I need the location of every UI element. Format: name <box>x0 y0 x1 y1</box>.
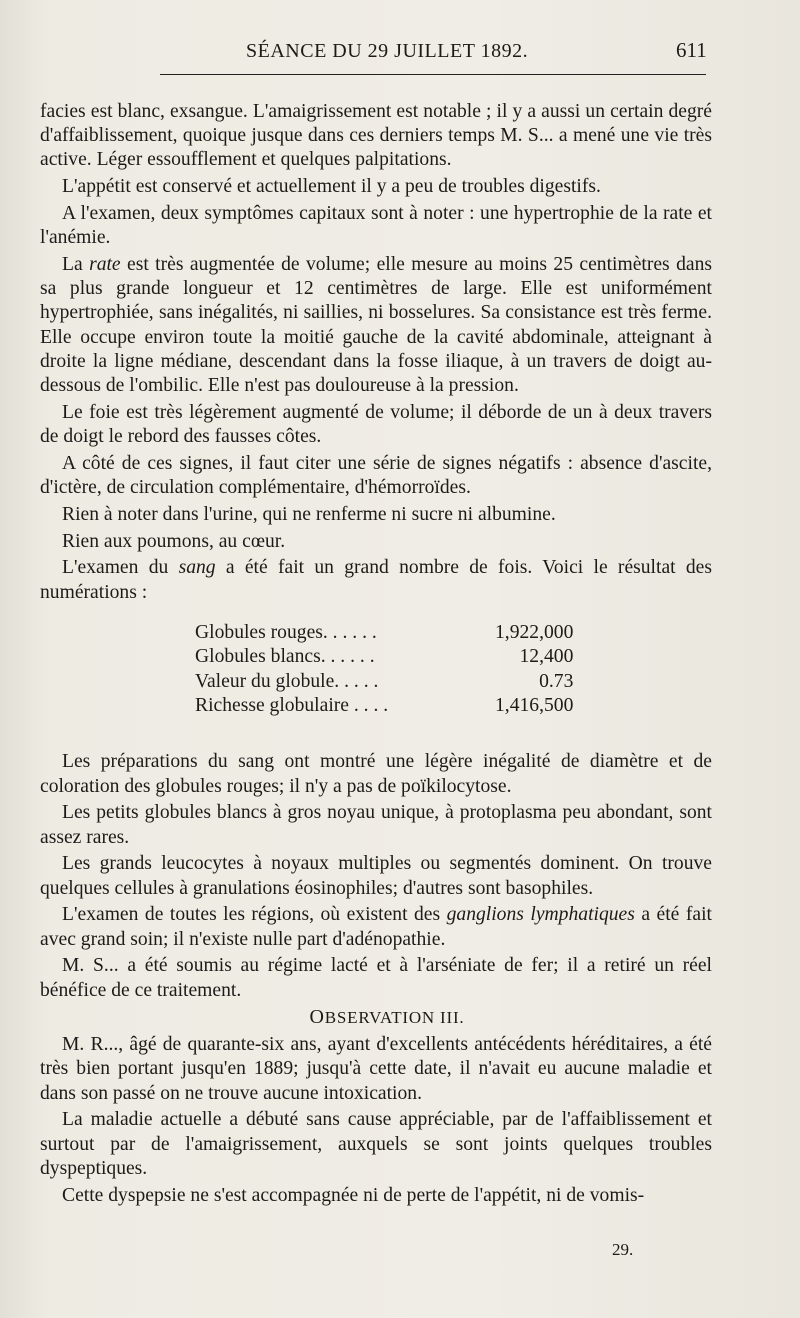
paragraph: Rien aux poumons, au cœur. <box>62 530 286 552</box>
numeration-label: Richesse globulaire . . . . <box>195 695 389 717</box>
page-header <box>0 38 800 68</box>
paragraph: Les grands leucocytes à noyaux multiples ou segmentés dominent. On trouve quelques cellules à granulations éosinophiles; d'autres sont basophiles. <box>40 853 712 899</box>
table-row <box>195 694 573 718</box>
numeration-value: 12,400 <box>519 646 574 668</box>
paragraph: A côté de ces signes, il faut citer une série de signes négatifs : absence d'ascite, d'ictère, de circulation complémentaire, d'hémorroïdes. <box>40 452 712 499</box>
observation-heading: OBSERVATION III. <box>309 1006 465 1029</box>
paragraph: Les préparations du sang ont montré une légère inégalité de diamètre et de coloration des globules rouges; il n'y a pas de poïkilocytose. <box>40 751 712 797</box>
table-row <box>195 670 573 694</box>
header-rule <box>160 74 706 75</box>
paragraph-ganglions: L'examen de toutes les régions, où existent des ganglions lymphatiques a été fait avec grand soin; il n'existe nulle part d'adénopathie. <box>40 904 712 950</box>
paragraph-rate: La rate est très augmentée de volume; elle mesure au moins 25 centimètres dans sa plus grande longueur et 12 centimètres de large. Elle est uniformément hypertrophiée, sans inégalités, ni saillies, ni bosselures. Sa consistance est très ferme. Elle occupe environ toute la moitié gauche de la cavité abdominale, atteignant à droite la ligne médiane, descendant dans la fosse iliaque, à un travers de doigt au-dessous de l'ombilic. Elle n'est pas douloureuse à la pression. <box>40 254 712 397</box>
emphasis-ganglions: ganglions lymphatiques <box>446 904 635 926</box>
numeration-value: 0.73 <box>539 670 574 692</box>
table-row <box>195 645 573 669</box>
numerations-table <box>195 621 573 719</box>
paragraph: Les petits globules blancs à gros noyau unique, à protoplasma peu abondant, sont assez rares. <box>40 802 712 848</box>
body-text <box>40 100 712 1210</box>
paragraph-sang: L'examen du sang a été fait un grand nombre de fois. Voici le résultat des numérations : <box>40 557 712 603</box>
paragraph: Cette dyspepsie ne s'est accompagnée ni de perte de l'appétit, ni de vomis- <box>62 1184 645 1206</box>
numeration-value: 1,922,000 <box>495 621 574 643</box>
paragraph: A l'examen, deux symptômes capitaux sont à noter : une hypertrophie de la rate et l'anémie. <box>40 203 712 249</box>
paragraph: La maladie actuelle a débuté sans cause appréciable, par de l'affaiblissement et surtout par de l'amaigrissement, auxquels se sont joints quelques troubles dyspeptiques. <box>40 1109 712 1179</box>
table-row <box>195 621 573 645</box>
running-title: SÉANCE DU 29 JUILLET 1892. <box>246 40 529 62</box>
paragraph: Rien à noter dans l'urine, qui ne renferme ni sucre ni albumine. <box>62 503 556 525</box>
page-number: 611 <box>676 38 707 62</box>
numeration-value: 1,416,500 <box>495 695 574 717</box>
paragraph: L'appétit est conservé et actuellement il y a peu de troubles digestifs. <box>62 176 601 198</box>
numeration-label: Valeur du globule. . . . . <box>195 670 379 692</box>
numeration-label: Globules blancs. . . . . . <box>195 646 375 668</box>
paragraph: Le foie est très légèrement augmenté de volume; il déborde de un à deux travers de doigt le rebord des fausses côtes. <box>40 401 712 448</box>
paragraph: facies est blanc, exsangue. L'amaigrissement est notable ; il y a aussi un certain degré d'affaiblissement, quoique jusque dans ces derniers temps M. S... a mené une vie très active. Léger essoufflement et quelques palpitations. <box>40 101 712 171</box>
emphasis-sang: sang <box>178 557 216 579</box>
paragraph: M. S... a été soumis au régime lacté et à l'arséniate de fer; il a retiré un réel bénéfice de ce traitement. <box>40 955 712 1001</box>
numeration-label: Globules rouges. . . . . . <box>195 621 377 643</box>
emphasis-rate: rate <box>89 254 121 275</box>
paragraph: M. R..., âgé de quarante-six ans, ayant d'excellents antécédents héréditaires, a été très bien portant jusqu'en 1889; jusqu'à cette date, il n'avait eu aucune maladie et dans son passé on ne trouve aucune intoxication. <box>40 1034 712 1104</box>
signature-mark: 29. <box>612 1240 634 1259</box>
